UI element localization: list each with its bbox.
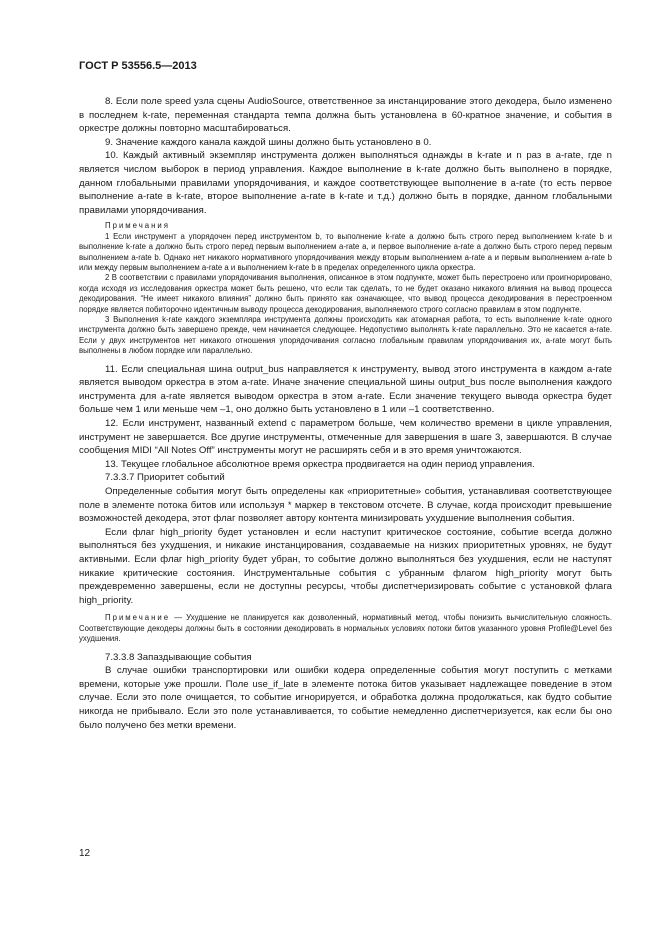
note-priority-text: — Ухудшение не планируется как дозволенный, нормативный метод, чтобы понизить вычислительную сложность. Соответствующие декодеры должны быть в состоянии декодировать в нормальных условиях потоки битов указанного уровня Profile@Level без ухудшения. [79, 613, 612, 644]
paragraph-priority-1: Определенные события могут быть определены как «приоритетные» события, устанавливая соответствующее поле в элементе потока битов или используя * маркер в текстовом отсчете. В случае, когда происходит превышение возможностей декодера, этот флаг позволяет автору контента минизировать ухудшение выполнения события. [79, 485, 612, 525]
note-3: 3 Выполнения k-rate каждого экземпляра инструмента должны происходить как атомарная работа, то есть выполнение k-rate одного инструмента должно быть завершено прежде, чем начинается следующее. Недопустимо выполнять k-rate параллельно. Это не касается a-rate. Если у двух инструментов нет никакого отношения упорядочивания согласно глобальным правилам упорядочивания их, a-rate могут быть выполнены в любом порядке или параллельно. [79, 315, 612, 356]
paragraph-9: 9. Значение каждого канала каждой шины должно быть установлено в 0. [105, 136, 432, 148]
paragraph-12: 12. Если инструмент, названный extend с параметром больше, чем количество времени в цикле управления, инструмент не завершается. Все другие инструменты, отмеченные для завершения в шаге 3, завершаются. В случае сообщения MIDI “All Notes Off” инструменты могут не расширять себя и в это время уничтожаются. [79, 418, 612, 457]
section-heading-7337: 7.3.3.7 Приоритет событий [105, 472, 225, 484]
paragraph-priority-2: Если флаг high_priority будет установлен и если наступит критическое состояние, событие всегда должно выполняться без ухудшения, и никакие инстанцирования, создаваемые на низких приоритетных уровнях, не будут активными. Если флаг high_priority будет убран, то событие должно выполняться без ухудшения, если не наступят никакие критические состояния. Инструментальные события с убранным флагом high_priority могут быть преждевременно завершены, если не доступны ресурсы, чтобы диспетчеризировать событие с установкой флага high_priority. [79, 526, 612, 606]
note-priority [79, 613, 612, 644]
page-body [79, 95, 612, 732]
note-priority-label: Примечание [105, 613, 171, 623]
paragraph-13: 13. Текущее глобальное абсолютное время оркестра продвигается на один период управления. [105, 458, 535, 470]
document-header: ГОСТ Р 53556.5—2013 [79, 60, 197, 72]
paragraph-8: 8. Если поле speed узла сцены AudioSource, ответственное за инстанцирование этого декодера, было изменено в последнем k-rate, переменная стандарта темпа должна быть установлена в 60-кратное значение, и события в оркестре должны повторно масштабироваться. [79, 96, 612, 135]
paragraph-10: 10. Каждый активный экземпляр инструмента должен выполняться однажды в k-rate и n раз в a-rate, где n является числом выборок в период управления. Каждое выполнение в k-rate должно быть выполнено в порядке, данном глобальными правилами упорядочивания, и каждое соответствующее выполнение в a-rate (то есть первое выполнение a-rate в k-rate, второе выполнение a-rate в k-rate и т.д.) должно быть в порядке, данном глобальными правилами упорядочивания. [79, 150, 612, 216]
note-2: 2 В соответствии с правилами упорядочивания выполнения, описанное в этом подпункте, может быть перестроено или проигнорировано, когда исходя из исследования оркестра может быть решено, что если так сделать, то не будет оказано никакого влияния на вывод процесса декодирования. “Не имеет никакого влияния” должно быть принято как означающее, что вывод процесса декодирования в перестроенном порядке является побиторочно идентичным выводу процесса декодирования, выполняемого строго согласно правилам в этом подпункте. [79, 273, 612, 314]
section-heading-7338: 7.3.3.8 Запаздывающие события [105, 651, 252, 663]
note-1: 1 Если инструмент a упорядочен перед инструментом b, то выполнение k-rate a должно быть строго перед выполнением k-rate b и выполнение k-rate a должно быть строго перед первым выполнением a-rate a, и первое выполнение a-rate a должно быть строго перед первым выполнением a-rate b. Однако нет никакого нормативного упорядочивания между вторым выполнением a-rate a и первым выполнением a-rate b или между первым выполнением a-rate a и выполнением k-rate b в пределах определенного цикла оркестра. [79, 231, 612, 272]
paragraph-11: 11. Если специальная шина output_bus направляется к инструменту, вывод этого инструмента в каждом a-rate является выводом оркестра в этом a-rate. Иначе значение специальной шины output_bus после выполнения каждого инструмента для a-rate является выводом оркестра в этом a-rate. Если значение текущего вывода оркестра будет больше чем 1 или меньше чем –1, оно должно быть установлено в 1 или –1 соответственно. [79, 363, 612, 416]
paragraph-late-events: В случае ошибки транспортировки или ошибки кодера определенные события могут поступить с метками времени, которые уже прошли. Поле use_if_late в элементе потока битов указывает надлежащее поведение в этом случае. Если это поле очищается, то событие игнорируется, и обработка должна продолжаться, как будто событие никогда не прибывало. Если это поле устанавливается, то событие немедленно диспетчеризуется, как если бы оно было получено без метки времени. [79, 665, 612, 731]
notes-title: Примечания [105, 221, 171, 231]
page-number: 12 [79, 848, 91, 859]
